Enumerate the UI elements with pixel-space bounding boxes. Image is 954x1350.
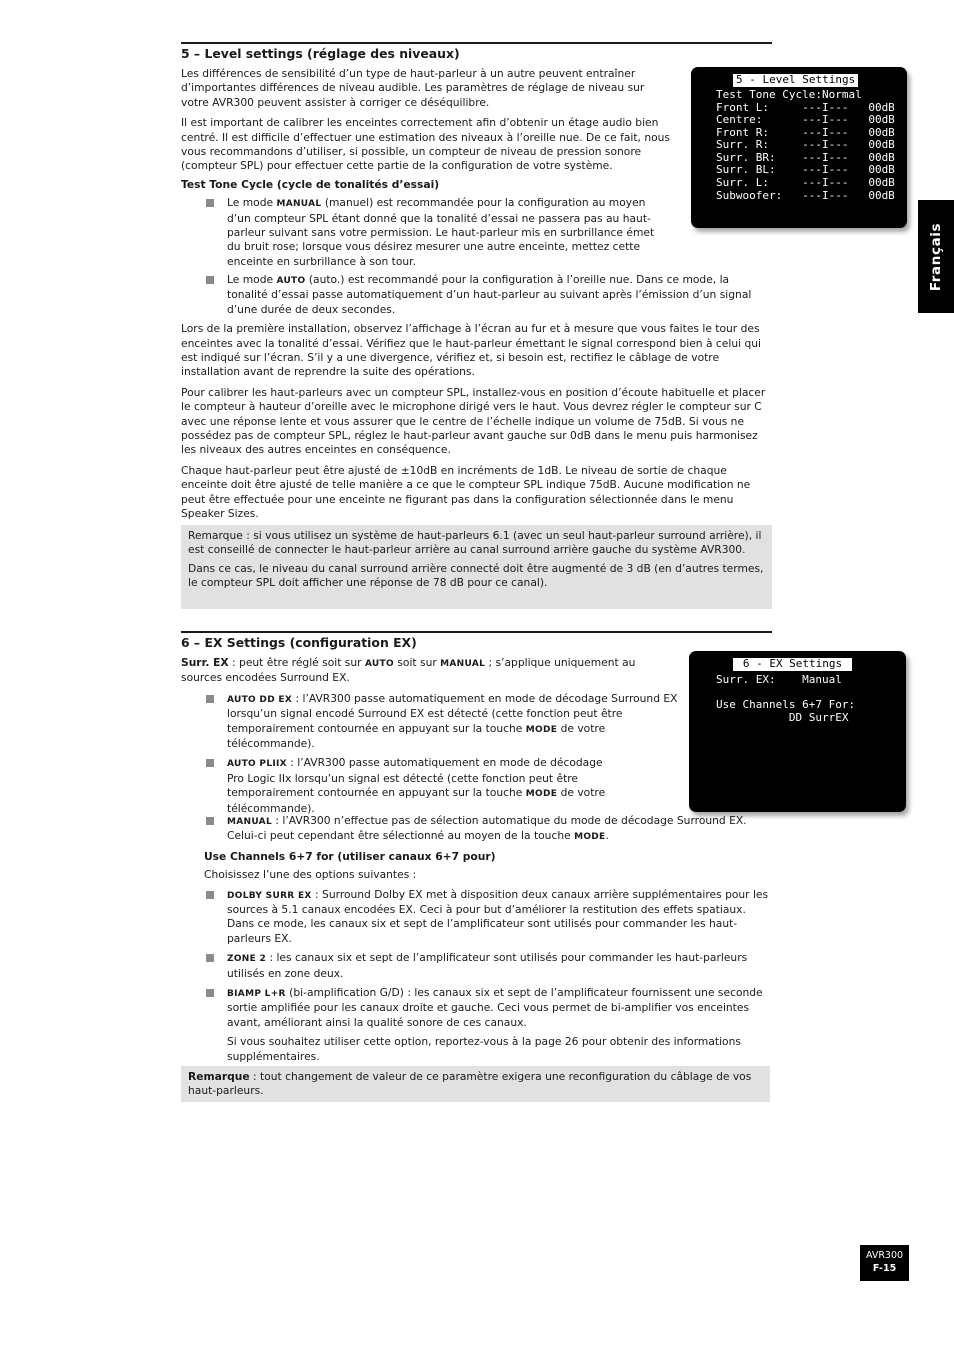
paragraph: Lors de la première installation, observez l’affichage à l’écran au fur et à mesure que vous faites le tour des enceintes avec la tonalité d’essai. Vérifiez que le haut-parleur émettant le signal correspond bien à celui qui est indiqué sur l’écran. S’il y a une divergence, vérifiez et, si besoin est, rectifiez le câblage de votre installation avant de reprendre la suite des opérations. bbox=[181, 322, 761, 379]
footer-model: AVR300 bbox=[865, 1250, 904, 1261]
list-item: BIAMP L+R (bi-amplification G/D) : les canaux six et sept de l’amplificateur fournissent une seconde sortie amplifiée pour les canaux droite et gauche. Ceci vous permet de bi-amplifier vos enceintes avant, améliorant ainsi la qualité sonore de ces canaux. Si vous souhaitez utiliser cette option, reportez-vous à la page 26 pour obtenir des informations supplémentaires. bbox=[181, 986, 773, 1064]
paragraph: Si vous souhaitez utiliser cette option, reportez-vous à la page 26 pour obtenir des informations supplémentaires. bbox=[227, 1035, 741, 1063]
note-box bbox=[181, 525, 772, 609]
list-item: DOLBY SURR EX : Surround Dolby EX met à disposition deux canaux arrière supplémentaires pour les sources à 5.1 canaux encodées EX. Ceci à pour but d’améliorer la restitution des effets spatiaux. Dans ce mode, les canaux six et sept de l’amplificateur sont utilisés pour commander les haut-parleurs EX. bbox=[181, 888, 773, 947]
use-channels-subhead: Use Channels 6+7 for (utiliser canaux 6+7 pour) bbox=[204, 849, 496, 863]
section-6-title: 6 – EX Settings (configuration EX) bbox=[181, 635, 417, 650]
list-item: ZONE 2 : les canaux six et sept de l’amplificateur sont utilisés pour commander les haut-parleurs utilisés en zone deux. bbox=[181, 951, 773, 981]
paragraph: Il est important de calibrer les enceintes correctement afin d’obtenir un étage audio bien centré. Il est difficile d’effectuer une estimation des niveaux à l’oreille nue. De ce fait, nous vous recommandons d’utiliser, si possible, un compteur de niveau de pression sonore (compteur SPL) pour effectuer cette partie de la configuration de votre système. bbox=[181, 116, 670, 173]
language-tab bbox=[918, 200, 954, 313]
section-6-rule bbox=[181, 631, 772, 633]
lcd-line: Surr. BL: ---I--- 00dB bbox=[716, 163, 895, 176]
lcd-line: Test Tone Cycle:Normal bbox=[716, 88, 862, 101]
page-footer bbox=[860, 1245, 909, 1281]
paragraph: Chaque haut-parleur peut être ajusté de ±10dB en incréments de 1dB. Le niveau de sortie de chaque enceinte doit être ajusté de telle manière a ce que le compteur SPL indique 75dB. Aucune modification ne peut être effectuée pour une enceinte ne figurant pas dans la configuration sélectionnée dans le menu Speaker Sizes. bbox=[181, 463, 751, 521]
level-settings-screen bbox=[691, 67, 907, 228]
section-5-body bbox=[181, 273, 773, 522]
list-item: Le mode AUTO (auto.) est recommandé pour la configuration à l’oreille nue. Dans ce mode, la tonalité d’essai passe automatiquement d’un haut-parleur au suivant après l’émission d’un signal d’une durée de deux secondes. bbox=[181, 273, 773, 317]
lcd-line: Front R: ---I--- 00dB bbox=[716, 126, 895, 139]
language-tab-label: Français bbox=[927, 222, 944, 291]
section-5-intro bbox=[181, 67, 671, 269]
list-item: MANUAL : l’AVR300 n’effectue pas de sélection automatique du mode de décodage Surround EX. Celui-ci peut cependant être sélectionné au moyen de la touche MODE. bbox=[181, 814, 773, 845]
lcd-line: Use Channels 6+7 For: bbox=[716, 698, 856, 711]
note-text: Remarque : tout changement de valeur de ce paramètre exigera une reconfiguration du câblage de vos haut-parleurs. bbox=[188, 1070, 752, 1098]
bullet-square-icon bbox=[206, 759, 214, 767]
section-5-rule bbox=[181, 42, 772, 44]
lcd-line: Centre: ---I--- 00dB bbox=[716, 113, 895, 126]
keyword-manual: MANUAL bbox=[276, 199, 322, 210]
section-6-upper bbox=[181, 656, 679, 816]
note-text: Dans ce cas, le niveau du canal surround arrière connecté doit être augmenté de 3 dB (en d’autres termes, le compteur SPL doit afficher une réponse de 78 dB pour ce canal). bbox=[188, 561, 764, 590]
bullet-square-icon bbox=[206, 695, 214, 703]
lcd-title: 6 - EX Settings bbox=[733, 658, 852, 671]
lcd-line: Subwoofer: ---I--- 00dB bbox=[716, 189, 895, 202]
lcd-line: Surr. L: ---I--- 00dB bbox=[716, 176, 895, 189]
section-6-lower bbox=[181, 814, 773, 1064]
list-item: AUTO PLIIX : l’AVR300 passe automatiquement en mode de décodage Pro Logic IIx lorsqu’un signal est détecté (cette fonction peut être temporairement contournée en appuyant sur la touche MODE de votre télécommande). bbox=[181, 756, 679, 816]
paragraph: Les différences de sensibilité d’un type de haut-parleur à un autre peuvent entraîner d’importantes différences de niveau audible. Les paramètres de réglage de niveau sur votre AVR300 peuvent assister à corriger ce déséquilibre. bbox=[181, 67, 645, 109]
bullet-square-icon bbox=[206, 989, 214, 997]
lcd-title: 5 - Level Settings bbox=[733, 74, 858, 87]
list-item: AUTO DD EX : l’AVR300 passe automatiquement en mode de décodage Surround EX lorsqu’un signal encodé Surround EX est détecté (cette fonction peut être temporairement contournée en appuyant sur la touche MODE de votre télécommande). bbox=[181, 692, 679, 752]
lcd-line: Surr. R: ---I--- 00dB bbox=[716, 138, 895, 151]
lcd-line: Surr. EX: Manual bbox=[716, 673, 842, 686]
bullet-square-icon bbox=[206, 199, 214, 207]
page-number: F-15 bbox=[872, 1263, 897, 1274]
lcd-line: Surr. BR: ---I--- 00dB bbox=[716, 151, 895, 164]
bullet-square-icon bbox=[206, 276, 214, 284]
bullet-square-icon bbox=[206, 817, 214, 825]
bullet-square-icon bbox=[206, 954, 214, 962]
note-text: Remarque : si vous utilisez un système de haut-parleurs 6.1 (avec un seul haut-parleur surround arrière), il est conseillé de connecter le haut-parleur arrière au canal surround arrière gauche du système AVR300. bbox=[188, 529, 762, 557]
paragraph: Pour calibrer les haut-parleurs avec un compteur SPL, installez-vous en position d’écoute habituelle et placer le compteur à hauteur d’oreille avec le microphone dirigé vers le haut. Vous devrez régler le compteur sur C avec une réponse lente et vous assurer que le centre de l’échelle indique un volume de 75dB. Si vous ne possédez pas de compteur SPL, réglez le haut-parleur avant gauche sur 0dB dans le menu puis harmonisez les niveaux des autres enceintes en conséquence. bbox=[181, 385, 766, 457]
bullet-square-icon bbox=[206, 891, 214, 899]
ex-settings-screen bbox=[689, 651, 906, 812]
note-box bbox=[181, 1066, 770, 1102]
section-5-title: 5 – Level settings (réglage des niveaux) bbox=[181, 46, 460, 61]
lcd-line: Front L: ---I--- 00dB bbox=[716, 101, 895, 114]
lcd-line: DD SurrEX bbox=[716, 711, 849, 724]
keyword-auto: AUTO bbox=[276, 276, 306, 286]
choose-text: Choisissez l’une des options suivantes : bbox=[204, 868, 417, 882]
test-tone-subhead: Test Tone Cycle (cycle de tonalités d’essai) bbox=[181, 177, 440, 191]
list-item: Le mode MANUAL (manuel) est recommandée pour la configuration au moyen d’un compteur SPL étant donné que la tonalité d’essai ne passera pas au haut-parleur suivant sans votre permission. Le haut-parleur mis en surbrillance émet du bruit rose; lorsque vous désirez mesurer une autre enceinte, mettez cette enceinte en surbrillance à son tour. bbox=[181, 196, 671, 269]
surr-ex-intro: Surr. EX : peut être réglé soit sur AUTO soit sur MANUAL ; s’applique uniquement au sources encodées Surround EX. bbox=[181, 656, 636, 685]
